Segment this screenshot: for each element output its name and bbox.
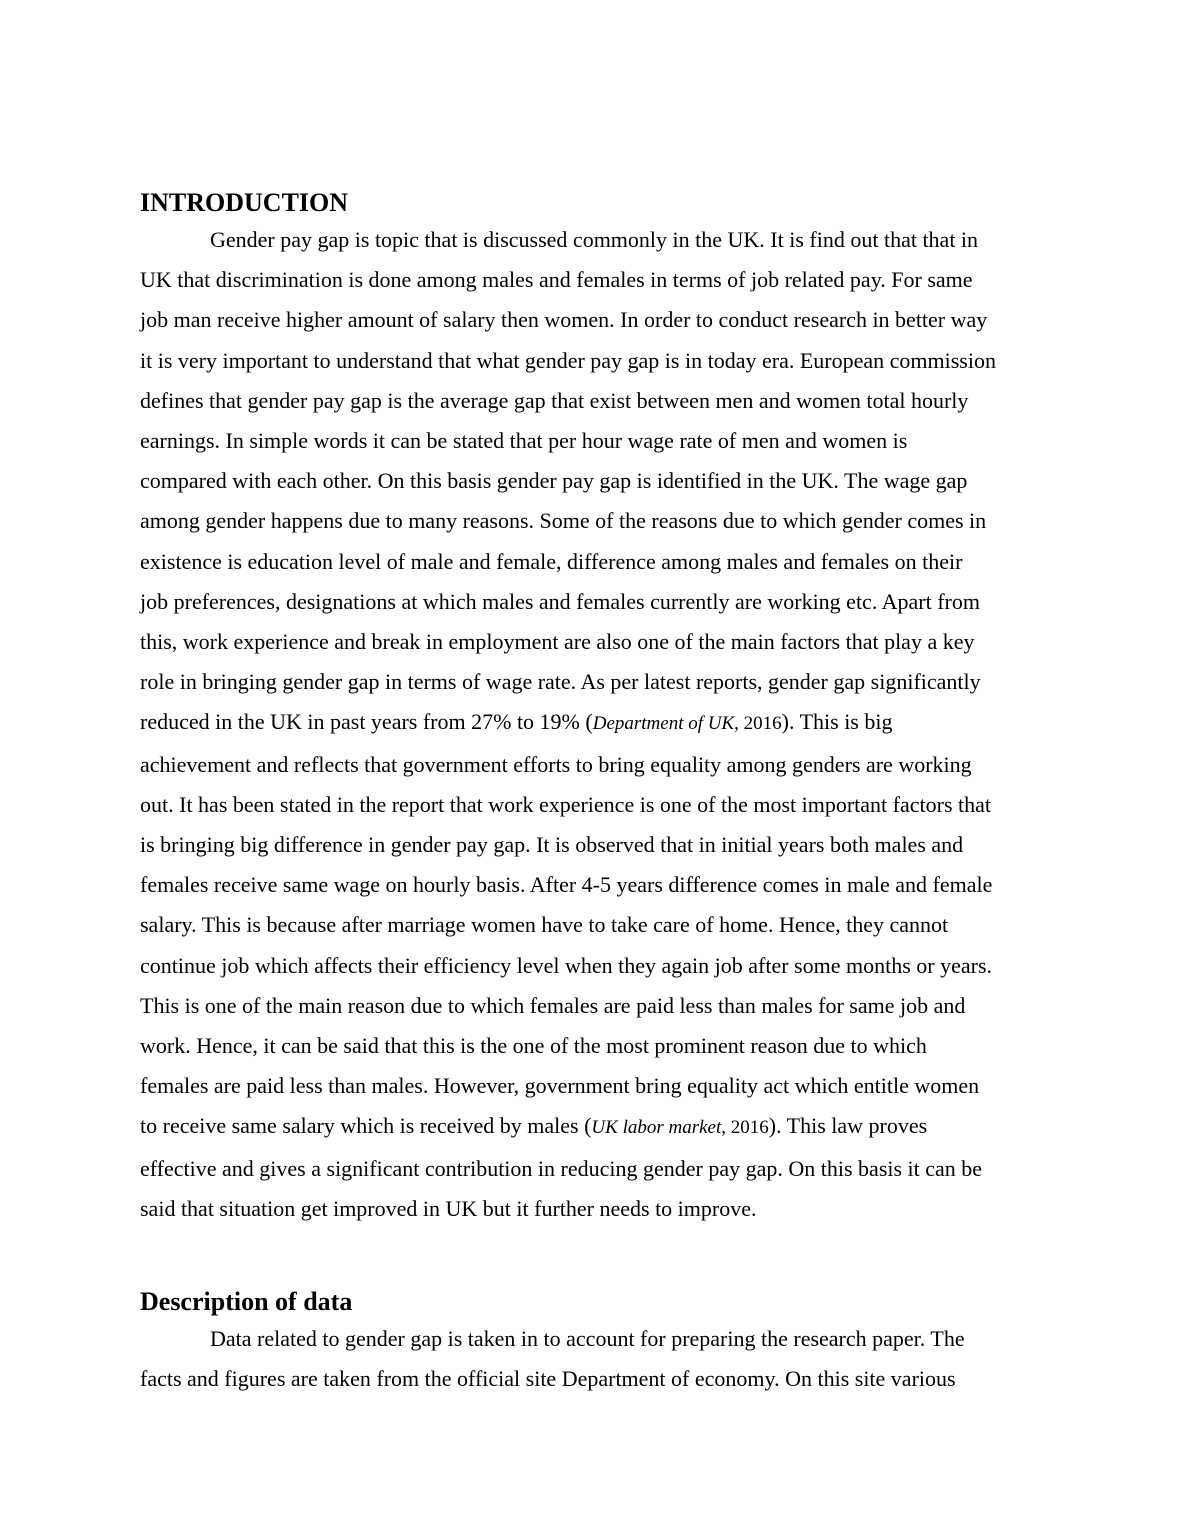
text-line: said that situation get improved in UK but it further needs to improve. (140, 1195, 757, 1221)
text-line: defines that gender pay gap is the average gap that exist between men and women total hourly (140, 387, 969, 413)
description-paragraph (140, 1319, 1055, 1399)
text-line: existence is education level of male and female, difference among males and females on their (140, 548, 963, 574)
text-line: is bringing big difference in gender pay gap. It is observed that in initial years both males and (140, 832, 964, 858)
description-heading: Description of data (140, 1287, 353, 1317)
text-line: females are paid less than males. However, government bring equality act which entitle women (140, 1073, 980, 1099)
text-line: job preferences, designations at which males and females currently are working etc. Apart from (140, 588, 980, 614)
text-line: job man receive higher amount of salary then women. In order to conduct research in better way (140, 307, 988, 333)
text-line: Gender pay gap is topic that is discussed commonly in the UK. It is find out that that in (210, 227, 979, 252)
section-spacer (140, 1229, 1055, 1285)
line-text-after-citation: ). This law proves (768, 1113, 928, 1139)
line-text-after-citation: ). This is big (781, 709, 893, 735)
text-line: it is very important to understand that what gender pay gap is in today era. European commission (140, 347, 996, 373)
citation-year: , 2016 (734, 713, 782, 735)
text-line: UK that discrimination is done among males and females in terms of job related pay. For same (140, 267, 973, 293)
text-line: facts and figures are taken from the official site Department of economy. On this site various (140, 1366, 956, 1392)
text-line: role in bringing gender gap in terms of wage rate. As per latest reports, gender gap significantly (140, 669, 981, 695)
text-line: earnings. In simple words it can be stated that per hour wage rate of men and women is (140, 428, 908, 454)
line-text-before-citation: reduced in the UK in past years from 27% to 19% ( (140, 709, 593, 735)
text-line: Data related to gender gap is taken in to account for preparing the research paper. The (210, 1326, 965, 1352)
text-line: achievement and reflects that government efforts to bring equality among genders are working (140, 751, 972, 777)
text-line: this, work experience and break in employment are also one of the main factors that play a key (140, 629, 975, 655)
text-line: effective and gives a significant contribution in reducing gender pay gap. On this basis it can be (140, 1155, 983, 1181)
citation-source: Department of UK (592, 713, 735, 735)
text-line-with-citation (140, 702, 1055, 744)
line-text-before-citation: to receive same salary which is received by males ( (140, 1113, 592, 1139)
citation (591, 1117, 768, 1138)
text-line-with-citation (140, 1106, 1055, 1148)
text-line: This is one of the main reason due to which females are paid less than males for same job and (140, 992, 966, 1018)
text-line: out. It has been stated in the report that work experience is one of the most important factors that (140, 791, 992, 817)
citation-source: UK labor market (591, 1117, 722, 1139)
introduction-heading: INTRODUCTION (140, 188, 349, 217)
introduction-paragraph (140, 220, 1055, 1229)
text-line: salary. This is because after marriage women have to take care of home. Hence, they cannot (140, 912, 949, 938)
text-line: females receive same wage on hourly basis. After 4-5 years difference comes in male and female (140, 872, 993, 898)
text-line: work. Hence, it can be said that this is the one of the most prominent reason due to which (140, 1033, 927, 1059)
citation (593, 713, 782, 734)
text-line: continue job which affects their efficiency level when they again job after some months or years. (140, 952, 993, 978)
text-line: compared with each other. On this basis gender pay gap is identified in the UK. The wage gap (140, 468, 968, 494)
text-line: among gender happens due to many reasons. Some of the reasons due to which gender comes in (140, 508, 987, 534)
document-page (140, 186, 1055, 1399)
citation-year: , 2016 (721, 1117, 769, 1139)
